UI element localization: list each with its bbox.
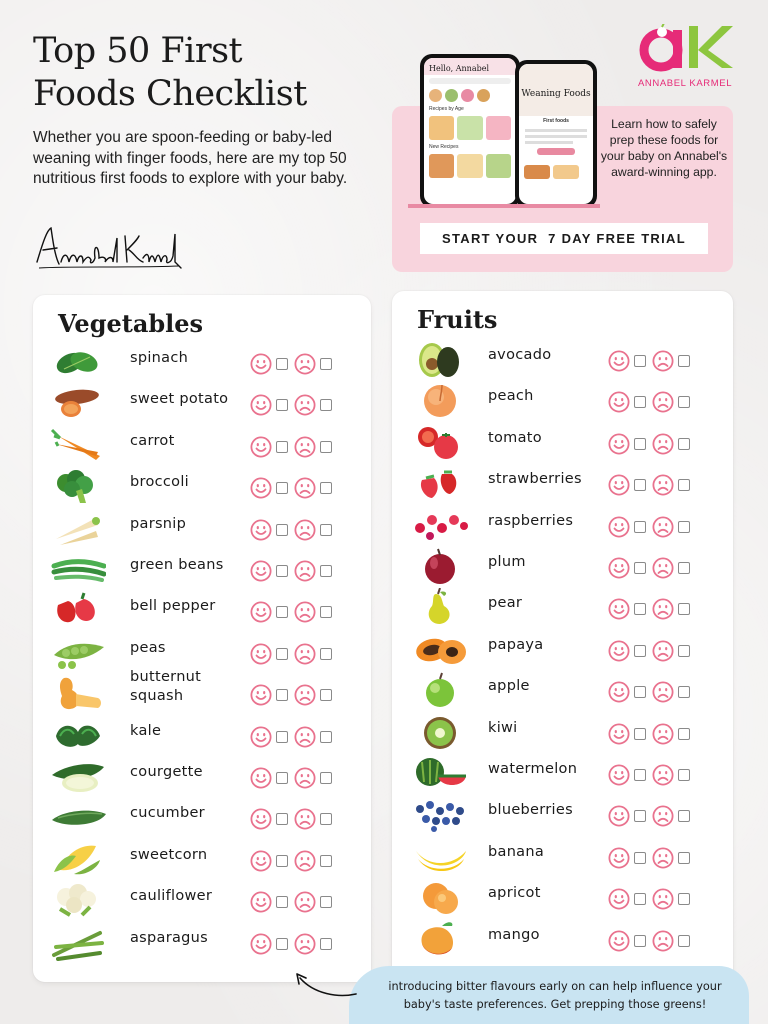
frowny-face-icon: [294, 850, 316, 872]
food-name: strawberries: [488, 471, 582, 488]
smiley-face-icon: [250, 477, 272, 499]
rating-controls: [250, 394, 338, 416]
disliked-checkbox[interactable]: [320, 896, 332, 908]
liked-checkbox[interactable]: [634, 603, 646, 615]
frowny-face-icon: [294, 808, 316, 830]
butternut-squash-icon: [50, 674, 106, 712]
smiley-face-icon: [250, 436, 272, 458]
rating-controls: [250, 767, 338, 789]
smiley-face-icon: [250, 891, 272, 913]
courgette-icon: [50, 757, 106, 795]
rating-controls: [608, 805, 696, 827]
smiley-face-icon: [250, 767, 272, 789]
frowny-face-icon: [652, 805, 674, 827]
frowny-face-icon: [652, 391, 674, 413]
smiley-face-icon: [608, 930, 630, 952]
checklist-row: [412, 713, 717, 754]
food-name: banana: [488, 843, 545, 860]
frowny-face-icon: [652, 888, 674, 910]
smiley-face-icon: [608, 888, 630, 910]
frowny-face-icon: [294, 684, 316, 706]
liked-checkbox[interactable]: [276, 855, 288, 867]
frowny-face-icon: [294, 477, 316, 499]
frowny-face-icon: [652, 516, 674, 538]
bell-pepper-icon: [50, 591, 106, 629]
liked-checkbox[interactable]: [634, 728, 646, 740]
rating-controls: [250, 477, 338, 499]
tomato-icon: [412, 423, 468, 461]
frowny-face-icon: [294, 726, 316, 748]
smiley-face-icon: [608, 847, 630, 869]
checklist-row: [50, 426, 355, 467]
liked-checkbox[interactable]: [634, 396, 646, 408]
carrot-icon: [50, 426, 106, 464]
disliked-checkbox[interactable]: [320, 358, 332, 370]
intro-text: Whether you are spoon-feeding or baby-led weaning with finger foods, here are my top 50 nutritious first foods to explore with your baby.: [33, 129, 348, 187]
frowny-face-icon: [652, 681, 674, 703]
smiley-face-icon: [608, 764, 630, 786]
smiley-face-icon: [608, 723, 630, 745]
frowny-face-icon: [294, 767, 316, 789]
phone-greeting: Hello, Annabel: [424, 58, 516, 75]
watermelon-icon: [412, 754, 468, 792]
rating-controls: [250, 560, 338, 582]
checklist-row: [50, 881, 355, 922]
rating-controls: [608, 557, 696, 579]
title-line-2: Foods Checklist: [33, 74, 307, 114]
smiley-face-icon: [608, 433, 630, 455]
checklist-row: [50, 343, 355, 384]
frowny-face-icon: [652, 640, 674, 662]
liked-checkbox[interactable]: [276, 565, 288, 577]
pear-icon: [412, 588, 468, 626]
liked-checkbox[interactable]: [634, 769, 646, 781]
food-name: raspberries: [488, 512, 574, 529]
rating-controls: [608, 888, 696, 910]
disliked-checkbox[interactable]: [678, 603, 690, 615]
liked-checkbox[interactable]: [276, 896, 288, 908]
liked-checkbox[interactable]: [276, 813, 288, 825]
disliked-checkbox[interactable]: [678, 769, 690, 781]
food-name: papaya: [488, 636, 544, 653]
kale-icon: [50, 716, 106, 754]
fruits-heading: Fruits: [417, 305, 498, 334]
rating-controls: [250, 808, 338, 830]
banana-icon: [412, 837, 468, 875]
checklist-row: [50, 757, 355, 798]
parsnip-icon: [50, 509, 106, 547]
checklist-row: [412, 920, 717, 961]
apple-icon: [412, 671, 468, 709]
cucumber-icon: [50, 798, 106, 836]
app-phone-mockup-right: [515, 60, 597, 208]
checklist-row: [412, 506, 717, 547]
rating-controls: [250, 933, 338, 955]
frowny-face-icon: [294, 353, 316, 375]
disliked-checkbox[interactable]: [320, 565, 332, 577]
disliked-checkbox[interactable]: [678, 562, 690, 574]
plum-icon: [412, 547, 468, 585]
checklist-row: [50, 716, 355, 757]
free-trial-button[interactable]: START YOUR 7 DAY FREE TRIAL: [420, 223, 708, 254]
liked-checkbox[interactable]: [634, 355, 646, 367]
food-name: butternut squash: [130, 669, 202, 705]
food-name: asparagus: [130, 929, 209, 946]
vegetables-heading: Vegetables: [58, 309, 204, 338]
food-name: cauliflower: [130, 888, 213, 905]
frowny-face-icon: [294, 519, 316, 541]
checklist-row: [412, 754, 717, 795]
avocado-icon: [412, 340, 468, 378]
disliked-checkbox[interactable]: [320, 689, 332, 701]
disliked-checkbox[interactable]: [320, 482, 332, 494]
smiley-face-icon: [608, 805, 630, 827]
liked-checkbox[interactable]: [276, 772, 288, 784]
liked-checkbox[interactable]: [634, 438, 646, 450]
rating-controls: [608, 764, 696, 786]
disliked-checkbox[interactable]: [320, 938, 332, 950]
checklist-row: [50, 840, 355, 881]
checklist-row: [412, 878, 717, 919]
rating-controls: [608, 930, 696, 952]
rating-controls: [608, 516, 696, 538]
sweetcorn-icon: [50, 840, 106, 878]
smiley-face-icon: [608, 557, 630, 579]
food-name: cucumber: [130, 805, 205, 822]
food-name: kiwi: [488, 719, 518, 736]
checklist-row: [50, 467, 355, 508]
rating-controls: [608, 433, 696, 455]
rating-controls: [250, 601, 338, 623]
rating-controls: [250, 726, 338, 748]
disliked-checkbox[interactable]: [678, 521, 690, 533]
food-name: pear: [488, 595, 523, 612]
smiley-face-icon: [250, 643, 272, 665]
food-name: peas: [130, 639, 166, 656]
disliked-checkbox[interactable]: [320, 441, 332, 453]
rating-controls: [608, 350, 696, 372]
rating-controls: [250, 353, 338, 375]
food-name: parsnip: [130, 515, 187, 532]
disliked-checkbox[interactable]: [678, 810, 690, 822]
checklist-row: [412, 340, 717, 381]
checklist-row: [50, 798, 355, 839]
rating-controls: [250, 850, 338, 872]
smiley-face-icon: [608, 516, 630, 538]
smiley-face-icon: [250, 684, 272, 706]
food-name: plum: [488, 554, 526, 570]
smiley-face-icon: [250, 560, 272, 582]
frowny-face-icon: [294, 933, 316, 955]
page-title: [33, 30, 353, 116]
liked-checkbox[interactable]: [276, 399, 288, 411]
disliked-checkbox[interactable]: [320, 606, 332, 618]
curved-arrow-icon: [294, 968, 358, 1002]
smiley-face-icon: [608, 474, 630, 496]
signature-image: [33, 222, 183, 274]
disliked-checkbox[interactable]: [678, 935, 690, 947]
frowny-face-icon: [652, 930, 674, 952]
food-name: sweetcorn: [130, 846, 208, 863]
ak-logo-icon: [636, 24, 736, 72]
smiley-face-icon: [250, 933, 272, 955]
frowny-face-icon: [294, 560, 316, 582]
frowny-face-icon: [652, 557, 674, 579]
checklist-row: [50, 550, 355, 591]
frowny-face-icon: [294, 601, 316, 623]
disliked-checkbox[interactable]: [678, 355, 690, 367]
checklist-row: [412, 547, 717, 588]
food-name: watermelon: [488, 761, 578, 777]
peach-icon: [412, 381, 468, 419]
disliked-checkbox[interactable]: [678, 645, 690, 657]
cauliflower-icon: [50, 881, 106, 919]
liked-checkbox[interactable]: [634, 893, 646, 905]
disliked-checkbox[interactable]: [678, 852, 690, 864]
food-name: blueberries: [488, 802, 573, 819]
checklist-row: [50, 669, 355, 715]
rating-controls: [250, 891, 338, 913]
food-name: peach: [488, 388, 534, 405]
liked-checkbox[interactable]: [634, 645, 646, 657]
food-name: spinach: [130, 350, 189, 366]
kiwi-icon: [412, 713, 468, 751]
smiley-face-icon: [608, 391, 630, 413]
title-line-1: Top 50 First: [33, 31, 243, 71]
food-name: kale: [130, 722, 162, 739]
food-name: mango: [488, 926, 540, 943]
phone-section-first-foods: First foods: [543, 118, 569, 124]
frowny-face-icon: [294, 394, 316, 416]
rating-controls: [608, 723, 696, 745]
green-beans-icon: [50, 550, 106, 588]
food-name: sweet potato: [130, 391, 229, 408]
smiley-face-icon: [250, 808, 272, 830]
mango-icon: [412, 920, 468, 958]
checklist-row: [412, 588, 717, 629]
rating-controls: [250, 643, 338, 665]
food-name: broccoli: [130, 474, 189, 491]
checklist-row: [412, 795, 717, 836]
rating-controls: [608, 391, 696, 413]
liked-checkbox[interactable]: [634, 852, 646, 864]
rating-controls: [608, 681, 696, 703]
smiley-face-icon: [608, 640, 630, 662]
food-name: green beans: [130, 557, 224, 573]
asparagus-icon: [50, 923, 106, 961]
liked-checkbox[interactable]: [276, 648, 288, 660]
food-name: courgette: [130, 764, 203, 780]
rating-controls: [608, 640, 696, 662]
promo-text: Learn how to safely prep these foods for your baby on Annabel's award-winning app.: [600, 117, 728, 179]
frowny-face-icon: [652, 474, 674, 496]
disliked-checkbox[interactable]: [320, 855, 332, 867]
disliked-checkbox[interactable]: [678, 686, 690, 698]
apricot-icon: [412, 878, 468, 916]
liked-checkbox[interactable]: [276, 606, 288, 618]
liked-checkbox[interactable]: [634, 810, 646, 822]
disliked-checkbox[interactable]: [320, 399, 332, 411]
peas-icon: [50, 633, 106, 671]
frowny-face-icon: [652, 433, 674, 455]
spinach-icon: [50, 343, 106, 381]
smiley-face-icon: [250, 519, 272, 541]
smiley-face-icon: [608, 598, 630, 620]
checklist-row: [50, 509, 355, 550]
disliked-checkbox[interactable]: [320, 813, 332, 825]
liked-checkbox[interactable]: [276, 482, 288, 494]
frowny-face-icon: [294, 436, 316, 458]
blueberries-icon: [412, 795, 468, 833]
raspberries-icon: [412, 506, 468, 544]
smiley-face-icon: [250, 353, 272, 375]
rating-controls: [608, 847, 696, 869]
frowny-face-icon: [652, 764, 674, 786]
checklist-row: [412, 464, 717, 505]
strawberries-icon: [412, 464, 468, 502]
checklist-row: [412, 423, 717, 464]
smiley-face-icon: [250, 601, 272, 623]
liked-checkbox[interactable]: [634, 479, 646, 491]
disliked-checkbox[interactable]: [678, 438, 690, 450]
frowny-face-icon: [652, 723, 674, 745]
disliked-checkbox[interactable]: [678, 396, 690, 408]
food-name: tomato: [488, 429, 542, 446]
smiley-face-icon: [250, 850, 272, 872]
food-name: bell pepper: [130, 598, 216, 615]
liked-checkbox[interactable]: [634, 935, 646, 947]
rating-controls: [608, 474, 696, 496]
checklist-row: [412, 630, 717, 671]
food-name: carrot: [130, 432, 175, 449]
phone-shelf: [408, 204, 600, 208]
frowny-face-icon: [652, 350, 674, 372]
disliked-checkbox[interactable]: [320, 524, 332, 536]
liked-checkbox[interactable]: [634, 562, 646, 574]
smiley-face-icon: [608, 350, 630, 372]
phone-section-recipes-by-age: Recipes by Age: [429, 106, 464, 112]
checklist-row: [50, 923, 355, 964]
food-name: apricot: [488, 885, 541, 902]
disliked-checkbox[interactable]: [320, 772, 332, 784]
app-phone-mockup-left: [420, 54, 520, 208]
frowny-face-icon: [294, 891, 316, 913]
frowny-face-icon: [652, 598, 674, 620]
disliked-checkbox[interactable]: [320, 731, 332, 743]
frowny-face-icon: [294, 643, 316, 665]
papaya-icon: [412, 630, 468, 668]
checklist-row: [412, 671, 717, 712]
food-name: apple: [488, 678, 530, 695]
rating-controls: [608, 598, 696, 620]
checklist-row: [50, 591, 355, 632]
sweet-potato-icon: [50, 384, 106, 422]
disliked-checkbox[interactable]: [678, 893, 690, 905]
rating-controls: [250, 436, 338, 458]
rating-controls: [250, 519, 338, 541]
smiley-face-icon: [250, 726, 272, 748]
liked-checkbox[interactable]: [276, 441, 288, 453]
food-name: avocado: [488, 347, 552, 363]
frowny-face-icon: [652, 847, 674, 869]
phone-hero-title: Weaning Foods: [519, 64, 593, 116]
smiley-face-icon: [250, 394, 272, 416]
liked-checkbox[interactable]: [634, 521, 646, 533]
checklist-row: [412, 837, 717, 878]
disliked-checkbox[interactable]: [678, 479, 690, 491]
smiley-face-icon: [608, 681, 630, 703]
liked-checkbox[interactable]: [276, 938, 288, 950]
broccoli-icon: [50, 467, 106, 505]
brand-logo[interactable]: [636, 24, 736, 94]
checklist-row: [412, 381, 717, 422]
disliked-checkbox[interactable]: [678, 728, 690, 740]
liked-checkbox[interactable]: [634, 686, 646, 698]
tip-text: introducing bitter flavours early on can help influence your baby's taste preferences. Get prepping those greens!: [388, 980, 722, 1011]
rating-controls: [250, 684, 338, 706]
brand-name: ANNABEL KARMEL: [638, 78, 733, 89]
liked-checkbox[interactable]: [276, 731, 288, 743]
liked-checkbox[interactable]: [276, 358, 288, 370]
phone-section-new-recipes: New Recipes: [429, 144, 459, 150]
liked-checkbox[interactable]: [276, 689, 288, 701]
disliked-checkbox[interactable]: [320, 648, 332, 660]
liked-checkbox[interactable]: [276, 524, 288, 536]
checklist-row: [50, 384, 355, 425]
